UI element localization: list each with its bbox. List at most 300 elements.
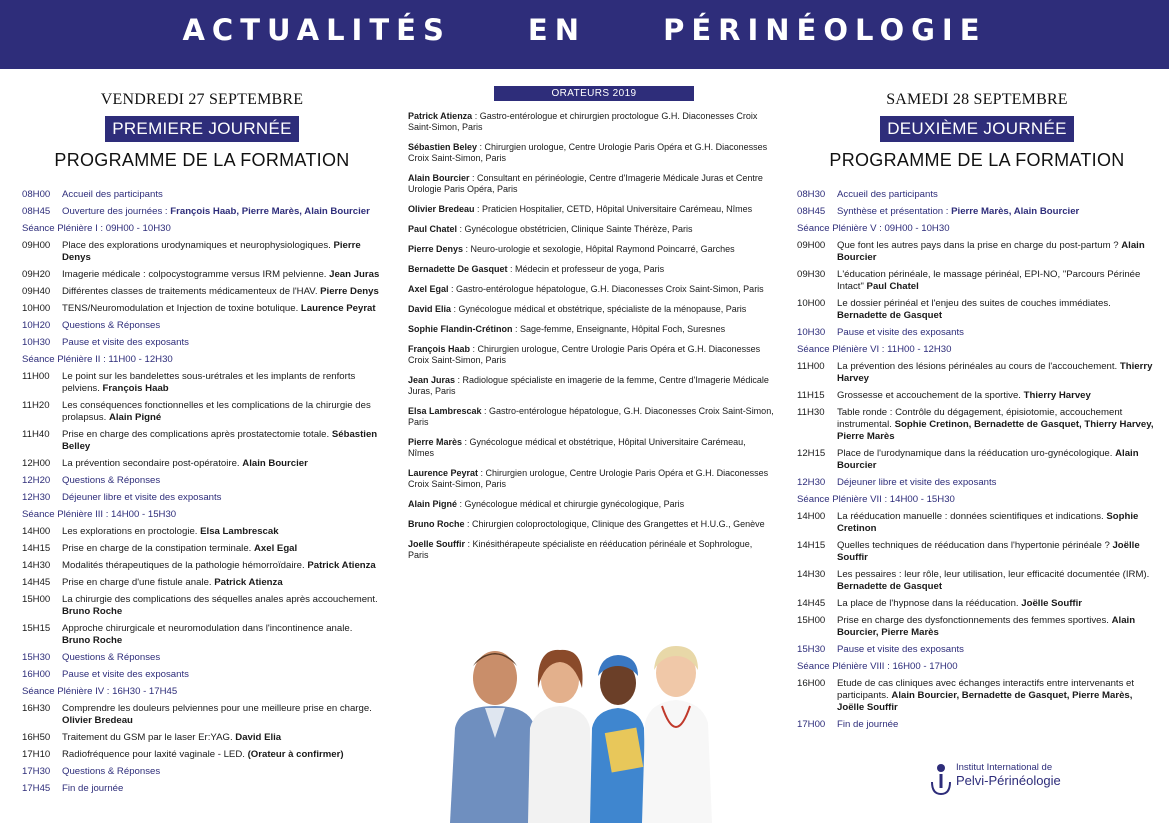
speaker-affiliation: : Gynécologue obstétricien, Clinique Sainte Thérèze, Paris <box>457 224 693 234</box>
time-label: 08H45 <box>797 206 826 217</box>
session-title: Différentes classes de traitements médicamenteux de l'HAV. <box>62 286 321 297</box>
break-row <box>22 669 382 681</box>
speaker-entry <box>408 375 780 397</box>
time-label: 11H40 <box>22 429 50 440</box>
speaker-entry <box>408 173 780 195</box>
speaker-affiliation: : Praticien Hospitalier, CETD, Hôpital Universitaire Carémeau, Nîmes <box>474 204 753 214</box>
session-desc <box>837 269 1157 293</box>
session-desc <box>62 240 382 264</box>
time-label: 11H20 <box>22 400 50 411</box>
speaker-entry <box>408 406 780 428</box>
speaker-entry <box>408 204 780 215</box>
session-desc <box>62 783 382 795</box>
time-label: 16H00 <box>22 669 51 680</box>
speaker-name: Laurence Peyrat <box>408 468 479 478</box>
time-label: 17H10 <box>22 749 51 760</box>
speaker-name: Alain Bourcier <box>242 458 308 469</box>
session-title: Les explorations en proctologie. <box>62 526 201 537</box>
page-title: ACTUALITÉS EN PÉRINÉOLOGIE <box>182 13 987 47</box>
session-title: Place de l'urodynamique dans la rééducation uro-gynécologique. <box>837 448 1116 459</box>
speaker-entry <box>408 284 780 295</box>
session-title: Déjeuner libre et visite des exposants <box>837 477 997 488</box>
session-title: Questions & Réponses <box>62 320 161 331</box>
time-label: 15H30 <box>797 644 826 655</box>
session-desc <box>62 492 382 504</box>
time-label: 08H00 <box>22 189 51 200</box>
nurse-figure <box>590 655 646 823</box>
session-header: Séance Plénière VIII : 16H00 - 17H00 <box>797 661 958 672</box>
speaker-name: Thierry Harvey <box>837 361 1153 384</box>
session-header: Séance Plénière VII : 14H00 - 15H30 <box>797 494 955 505</box>
schedule-row <box>22 429 382 453</box>
session-title: Pause et visite des exposants <box>62 337 189 348</box>
session-title: La chirurgie des complications des séquelles anales après accouchement. <box>62 594 378 605</box>
institute-logo <box>930 762 1080 800</box>
speaker-name: Patrick Atienza <box>408 111 473 121</box>
speaker-name: Jean Juras <box>408 375 456 385</box>
speaker-name: Axel Egal <box>408 284 449 294</box>
time-label: 10H00 <box>797 298 826 309</box>
time-label: 12H00 <box>22 458 51 469</box>
time-label: 16H50 <box>22 732 51 743</box>
session-title: Accueil des participants <box>62 189 163 200</box>
speaker-affiliation: : Chirurgien urologue, Centre Urologie Paris Opéra et G.H. Diaconesses Croix Saint-Simon, Paris <box>408 344 761 365</box>
session-desc <box>62 543 382 555</box>
schedule-row <box>22 749 382 761</box>
speaker-name: (Orateur à confirmer) <box>247 749 344 760</box>
speaker-name: Sophie Flandin-Crétinon <box>408 324 513 334</box>
schedule-row <box>797 269 1157 293</box>
break-row <box>797 327 1157 339</box>
speaker-affiliation: : Radiologue spécialiste en imagerie de la femme, Centre d'Imagerie Médicale Juras, Paris <box>408 375 769 396</box>
session-title: Place des explorations urodynamiques et neurophysiologiques. <box>62 240 334 251</box>
session-title: La prévention secondaire post-opératoire. <box>62 458 243 469</box>
break-row <box>22 475 382 487</box>
speaker-affiliation: : Médecin et professeur de yoga, Paris <box>507 264 665 274</box>
session-desc <box>837 719 1157 731</box>
speaker-name: Joëlle Souffir <box>1021 598 1083 609</box>
speaker-affiliation: : Consultant en périnéologie, Centre d'Imagerie Médicale Juras et Centre Urologie Paris Opéra, Paris <box>408 173 763 194</box>
break-row <box>22 766 382 778</box>
session-desc <box>837 448 1157 472</box>
session-title: Pause et visite des exposants <box>62 669 189 680</box>
speaker-name: Alain Bourcier <box>837 240 1145 263</box>
time-label: 11H00 <box>797 361 825 372</box>
speaker-entry <box>408 142 780 164</box>
day2-programme-title: PROGRAMME DE LA FORMATION <box>829 150 1125 170</box>
session-desc <box>837 407 1157 443</box>
schedule-row <box>22 458 382 470</box>
schedule-row <box>22 400 382 424</box>
speaker-name: Jean Juras <box>329 269 380 280</box>
session-desc <box>837 511 1157 535</box>
speaker-name: Axel Egal <box>253 543 298 554</box>
schedule-row <box>797 511 1157 535</box>
speaker-affiliation: : Gastro-entérologue et chirurgien proctologue G.H. Diaconesses Croix Saint-Simon, Paris <box>408 111 758 132</box>
time-label: 14H15 <box>22 543 51 554</box>
session-title: Questions & Réponses <box>62 766 161 777</box>
schedule-row <box>22 732 382 744</box>
session-desc <box>62 594 382 618</box>
time-label: 11H00 <box>22 371 50 382</box>
session-desc <box>62 703 382 727</box>
speakers-column <box>408 69 780 570</box>
session-title: Accueil des participants <box>837 189 938 200</box>
break-row <box>797 719 1157 731</box>
speaker-affiliation: : Gynécologue médical et chirurgie gynécologique, Paris <box>457 499 685 509</box>
speaker-affiliation: : Chirurgien urologue, Centre Urologie Paris Opéra et G.H. Diaconesses Croix Saint-Simon, Paris <box>408 142 768 163</box>
speaker-name: Thierry Harvey <box>1023 390 1091 401</box>
speaker-affiliation: : Neuro-urologie et sexologie, Hôpital Raymond Poincarré, Garches <box>463 244 735 254</box>
speaker-affiliation: : Kinésithérapeute spécialiste en rééducation périnéale et Sophrologue, Paris <box>408 539 753 560</box>
schedule-row <box>22 623 382 647</box>
speaker-name: Elsa Lambrescak <box>408 406 482 416</box>
time-label: 10H30 <box>797 327 826 338</box>
speaker-entry <box>408 324 780 335</box>
time-label: 12H20 <box>22 475 51 486</box>
time-label: 15H15 <box>22 623 51 634</box>
speaker-name: David Elia <box>235 732 282 743</box>
session-desc <box>62 577 382 589</box>
logo-line1: Institut International de <box>956 762 1053 773</box>
session-desc <box>837 327 1157 339</box>
time-label: 12H30 <box>22 492 51 503</box>
speaker-entry <box>408 499 780 510</box>
speaker-name: François Haab, Pierre Marès, Alain Bourcier <box>170 206 370 217</box>
speaker-name: Bruno Roche <box>62 635 123 646</box>
session-desc <box>837 598 1157 610</box>
session-desc <box>62 286 382 298</box>
session-title: Déjeuner libre et visite des exposants <box>62 492 222 503</box>
time-label: 17H30 <box>22 766 51 777</box>
break-row <box>22 783 382 795</box>
time-label: 12H30 <box>797 477 826 488</box>
speaker-name: Olivier Bredeau <box>62 715 133 726</box>
schedule-row <box>797 298 1157 322</box>
schedule-row <box>22 560 382 572</box>
schedule-row <box>797 540 1157 564</box>
session-title: La place de l'hypnose dans la rééducation. <box>837 598 1022 609</box>
session-title: Comprendre les douleurs pelviennes pour une meilleure prise en charge. <box>62 703 372 714</box>
session-title: Approche chirurgicale et neuromodulation dans l'incontinence anale. <box>62 623 353 634</box>
schedule-row <box>797 390 1157 402</box>
session-desc <box>837 644 1157 656</box>
schedule-row <box>22 526 382 538</box>
session-header: Séance Plénière II : 11H00 - 12H30 <box>22 354 173 365</box>
time-label: 16H00 <box>797 678 826 689</box>
time-label: 15H00 <box>797 615 826 626</box>
break-row <box>22 189 382 201</box>
session-title: Grossesse et accouchement de la sportive. <box>837 390 1024 401</box>
break-row <box>797 206 1157 218</box>
doctor-figure-2 <box>528 650 592 823</box>
session-title: Synthèse et présentation : <box>837 206 952 217</box>
time-label: 09H00 <box>797 240 826 251</box>
session-desc <box>62 189 382 201</box>
session-header: Séance Plénière IV : 16H30 - 17H45 <box>22 686 178 697</box>
time-label: 14H30 <box>797 569 826 580</box>
session-title: Que font les autres pays dans la prise en charge du post-partum ? <box>837 240 1122 251</box>
speaker-name: François Haab <box>408 344 471 354</box>
speaker-name: Alain Bourcier <box>837 448 1139 471</box>
time-label: 09H20 <box>22 269 51 280</box>
speaker-name: Joelle Souffir <box>408 539 466 549</box>
speaker-name: Paul Chatel <box>408 224 458 234</box>
schedule-row <box>797 615 1157 639</box>
schedule-row <box>22 577 382 589</box>
session-title: Pause et visite des exposants <box>837 327 964 338</box>
speaker-entry <box>408 437 780 459</box>
speaker-entry <box>408 468 780 490</box>
schedule-row <box>22 703 382 727</box>
schedule-row <box>797 361 1157 385</box>
speaker-name: Pierre Denys <box>408 244 464 254</box>
speaker-name: Sophie Cretinon <box>837 511 1139 534</box>
day1-column <box>22 69 382 800</box>
session-desc <box>837 678 1157 714</box>
day1-schedule <box>22 189 382 795</box>
schedule-row <box>797 598 1157 610</box>
person-circle-logo-icon <box>930 762 952 796</box>
session-desc <box>62 400 382 424</box>
session-title: La prévention des lésions périnéales au cours de l'accouchement. <box>837 361 1120 372</box>
session-title: Table ronde : Contrôle du dégagement, épisiotomie, accouchement instrumental. <box>837 407 1123 430</box>
speaker-name: Sophie Cretinon, Bernadette de Gasquet, Thierry Harvey, Pierre Marès <box>837 419 1154 442</box>
session-title: Ouverture des journées : <box>62 206 171 217</box>
speaker-affiliation: : Gynécologue médical et obstétrique, Hôpital Universitaire Carémeau, Nîmes <box>408 437 746 458</box>
speaker-entry <box>408 539 780 561</box>
speaker-name: Alain Bourcier, Pierre Marès <box>837 615 1136 638</box>
speaker-name: Patrick Atienza <box>307 560 376 571</box>
session-desc <box>62 269 382 281</box>
session-title: Traitement du GSM par le laser Er:YAG. <box>62 732 236 743</box>
speaker-entry <box>408 304 780 315</box>
schedule-row <box>797 678 1157 714</box>
time-label: 12H15 <box>797 448 826 459</box>
session-title: Prise en charge de la constipation terminale. <box>62 543 254 554</box>
session-title: TENS/Neuromodulation et Injection de toxine botulique. <box>62 303 301 314</box>
speaker-name: Elsa Lambrescak <box>200 526 279 537</box>
session-title: Les conséquences fonctionnelles et les complications de la chirurgie des prolapsus. <box>62 400 371 423</box>
schedule-row <box>22 269 382 281</box>
break-row <box>22 206 382 218</box>
speaker-name: Alain Pigné <box>408 499 458 509</box>
schedule-row <box>22 543 382 555</box>
speaker-entry <box>408 264 780 275</box>
doctor-figure-1 <box>450 651 540 823</box>
speaker-name: Sébastien Belley <box>62 429 378 452</box>
session-desc <box>837 240 1157 264</box>
session-desc <box>62 429 382 453</box>
speaker-name: Joëlle Souffir <box>837 540 1140 563</box>
session-title: Le point sur les bandelettes sous-urétrales et les implants de renforts pelviens. <box>62 371 356 394</box>
time-label: 09H40 <box>22 286 51 297</box>
speaker-name: Pierre Denys <box>62 240 361 263</box>
day2-column <box>797 69 1157 736</box>
session-desc <box>837 206 1157 218</box>
time-label: 15H00 <box>22 594 51 605</box>
speaker-name: Alain Pigné <box>108 412 162 423</box>
schedule-row <box>797 448 1157 472</box>
break-row <box>797 189 1157 201</box>
doctor-figure-4 <box>642 646 712 823</box>
day1-badge: PREMIERE JOURNÉE <box>105 116 299 142</box>
break-row <box>797 477 1157 489</box>
session-title: Imagerie médicale : colpocystogramme versus IRM pelvienne. <box>62 269 330 280</box>
session-desc <box>62 320 382 332</box>
break-row <box>22 492 382 504</box>
speaker-affiliation: : Chirurgien coloproctologique, Clinique des Grangettes et H.U.G., Genève <box>464 519 765 529</box>
speaker-name: Pierre Denys <box>320 286 379 297</box>
session-title: La rééducation manuelle : données scientifiques et indications. <box>837 511 1107 522</box>
day2-date: SAMEDI 28 SEPTEMBRE <box>886 91 1068 108</box>
schedule-row <box>797 407 1157 443</box>
break-row <box>22 337 382 349</box>
session-desc <box>62 623 382 647</box>
session-desc <box>837 189 1157 201</box>
session-desc <box>837 477 1157 489</box>
session-header: Séance Plénière VI : 11H00 - 12H30 <box>797 344 952 355</box>
time-label: 08H30 <box>797 189 826 200</box>
time-label: 11H15 <box>797 390 825 401</box>
speaker-affiliation: : Gynécologue médical et obstétrique, spécialiste de la ménopause, Paris <box>451 304 747 314</box>
session-desc <box>62 766 382 778</box>
day2-schedule <box>797 189 1157 731</box>
session-title: Fin de journée <box>837 719 899 730</box>
session-desc <box>62 475 382 487</box>
speakers-list <box>408 111 780 561</box>
session-desc <box>62 303 382 315</box>
schedule-row <box>22 286 382 298</box>
speaker-entry <box>408 519 780 530</box>
time-label: 08H45 <box>22 206 51 217</box>
time-label: 09H00 <box>22 240 51 251</box>
session-desc <box>62 749 382 761</box>
session-desc <box>62 337 382 349</box>
schedule-row <box>22 371 382 395</box>
session-title: Prise en charge d'une fistule anale. <box>62 577 215 588</box>
time-label: 14H00 <box>22 526 51 537</box>
time-label: 14H30 <box>22 560 51 571</box>
session-title: Questions & Réponses <box>62 475 161 486</box>
header-banner <box>0 0 1169 69</box>
time-label: 17H45 <box>22 783 51 794</box>
session-desc <box>837 361 1157 385</box>
day1-programme-title: PROGRAMME DE LA FORMATION <box>54 150 350 170</box>
session-title: Quelles techniques de rééducation dans l'hypertonie périnéale ? <box>837 540 1113 551</box>
session-desc <box>62 206 382 218</box>
speaker-name: Olivier Bredeau <box>408 204 475 214</box>
day2-badge: DEUXIÈME JOURNÉE <box>880 116 1074 142</box>
session-desc <box>62 732 382 744</box>
speaker-name: Bruno Roche <box>62 606 123 617</box>
session-desc <box>837 298 1157 322</box>
session-title: Questions & Réponses <box>62 652 161 663</box>
speaker-name: Sébastien Beley <box>408 142 478 152</box>
session-title: Modalités thérapeutiques de la pathologie hémorroïdaire. <box>62 560 308 571</box>
speaker-entry <box>408 224 780 235</box>
session-title: Prise en charge des dysfonctionnements des femmes sportives. <box>837 615 1112 626</box>
time-label: 10H30 <box>22 337 51 348</box>
logo-line2: Pelvi-Périnéologie <box>956 773 1061 788</box>
time-label: 10H00 <box>22 303 51 314</box>
session-title: Prise en charge des complications après prostatectomie totale. <box>62 429 332 440</box>
speakers-badge: ORATEURS 2019 <box>494 86 694 101</box>
schedule-row <box>22 240 382 264</box>
speaker-affiliation: : Gastro-entérologue hépatologue, G.H. Diaconesses Croix Saint-Simon, Paris <box>448 284 764 294</box>
session-desc <box>62 526 382 538</box>
session-header: Séance Plénière III : 14H00 - 15H30 <box>22 509 177 520</box>
speaker-entry <box>408 344 780 366</box>
speaker-name: David Elia <box>408 304 452 314</box>
speaker-entry <box>408 111 780 133</box>
break-row <box>22 652 382 664</box>
session-desc <box>837 615 1157 639</box>
speaker-name: Paul Chatel <box>866 281 919 292</box>
speaker-name: Laurence Peyrat <box>300 303 376 314</box>
speaker-name: Patrick Atienza <box>214 577 283 588</box>
time-label: 15H30 <box>22 652 51 663</box>
session-header: Séance Plénière V : 09H00 - 10H30 <box>797 223 950 234</box>
speaker-name: François Haab <box>102 383 169 394</box>
speaker-name: Alain Bourcier <box>408 173 470 183</box>
speaker-name: Pierre Marès <box>408 437 463 447</box>
speaker-name: Alain Bourcier, Bernadette de Gasquet, Pierre Marès, Joëlle Souffir <box>837 690 1133 713</box>
schedule-row <box>797 569 1157 593</box>
break-row <box>22 320 382 332</box>
session-title: Le dossier périnéal et l'enjeu des suites de couches immédiates. <box>837 298 1111 309</box>
time-label: 16H30 <box>22 703 51 714</box>
time-label: 09H30 <box>797 269 826 280</box>
session-title: Radiofréquence pour laxité vaginale - LED. <box>62 749 248 760</box>
time-label: 14H15 <box>797 540 826 551</box>
speaker-name: Pierre Marès, Alain Bourcier <box>951 206 1080 217</box>
time-label: 14H45 <box>797 598 826 609</box>
session-desc <box>62 560 382 572</box>
speaker-name: Bernadette de Gasquet <box>837 310 943 321</box>
time-label: 11H30 <box>797 407 825 418</box>
session-title: L'éducation périnéale, le massage périnéal, EPI-NO, "Parcours Périnée Intact" <box>837 269 1141 292</box>
session-title: Pause et visite des exposants <box>837 644 964 655</box>
break-row <box>797 644 1157 656</box>
session-desc <box>837 540 1157 564</box>
speaker-name: Bruno Roche <box>408 519 465 529</box>
session-desc <box>62 652 382 664</box>
speaker-affiliation: : Sage-femme, Enseignante, Hôpital Foch, Suresnes <box>512 324 726 334</box>
time-label: 10H20 <box>22 320 51 331</box>
session-title: Etude de cas cliniques avec échanges interactifs entre intervenants et participants. <box>837 678 1135 701</box>
speaker-name: Bernadette de Gasquet <box>837 581 943 592</box>
time-label: 17H00 <box>797 719 826 730</box>
session-desc <box>837 569 1157 593</box>
medical-team-photo <box>440 618 730 823</box>
session-title: Fin de journée <box>62 783 124 794</box>
day1-date: VENDREDI 27 SEPTEMBRE <box>100 91 304 108</box>
schedule-row <box>797 240 1157 264</box>
schedule-row <box>22 303 382 315</box>
session-desc <box>62 371 382 395</box>
speaker-name: Bernadette De Gasquet <box>408 264 508 274</box>
session-desc <box>837 390 1157 402</box>
session-header: Séance Plénière I : 09H00 - 10H30 <box>22 223 171 234</box>
session-desc <box>62 458 382 470</box>
speaker-entry <box>408 244 780 255</box>
session-desc <box>62 669 382 681</box>
speaker-affiliation: : Gastro-entérologue hépatologue, G.H. Diaconesses Croix Saint-Simon, Paris <box>408 406 774 427</box>
speaker-affiliation: : Chirurgien urologue, Centre Urologie Paris Opéra et G.H. Diaconesses Croix Saint-Simon, Paris <box>408 468 769 489</box>
session-title: Les pessaires : leur rôle, leur utilisation, leur efficacité documentée (IRM). <box>837 569 1150 580</box>
time-label: 14H00 <box>797 511 826 522</box>
